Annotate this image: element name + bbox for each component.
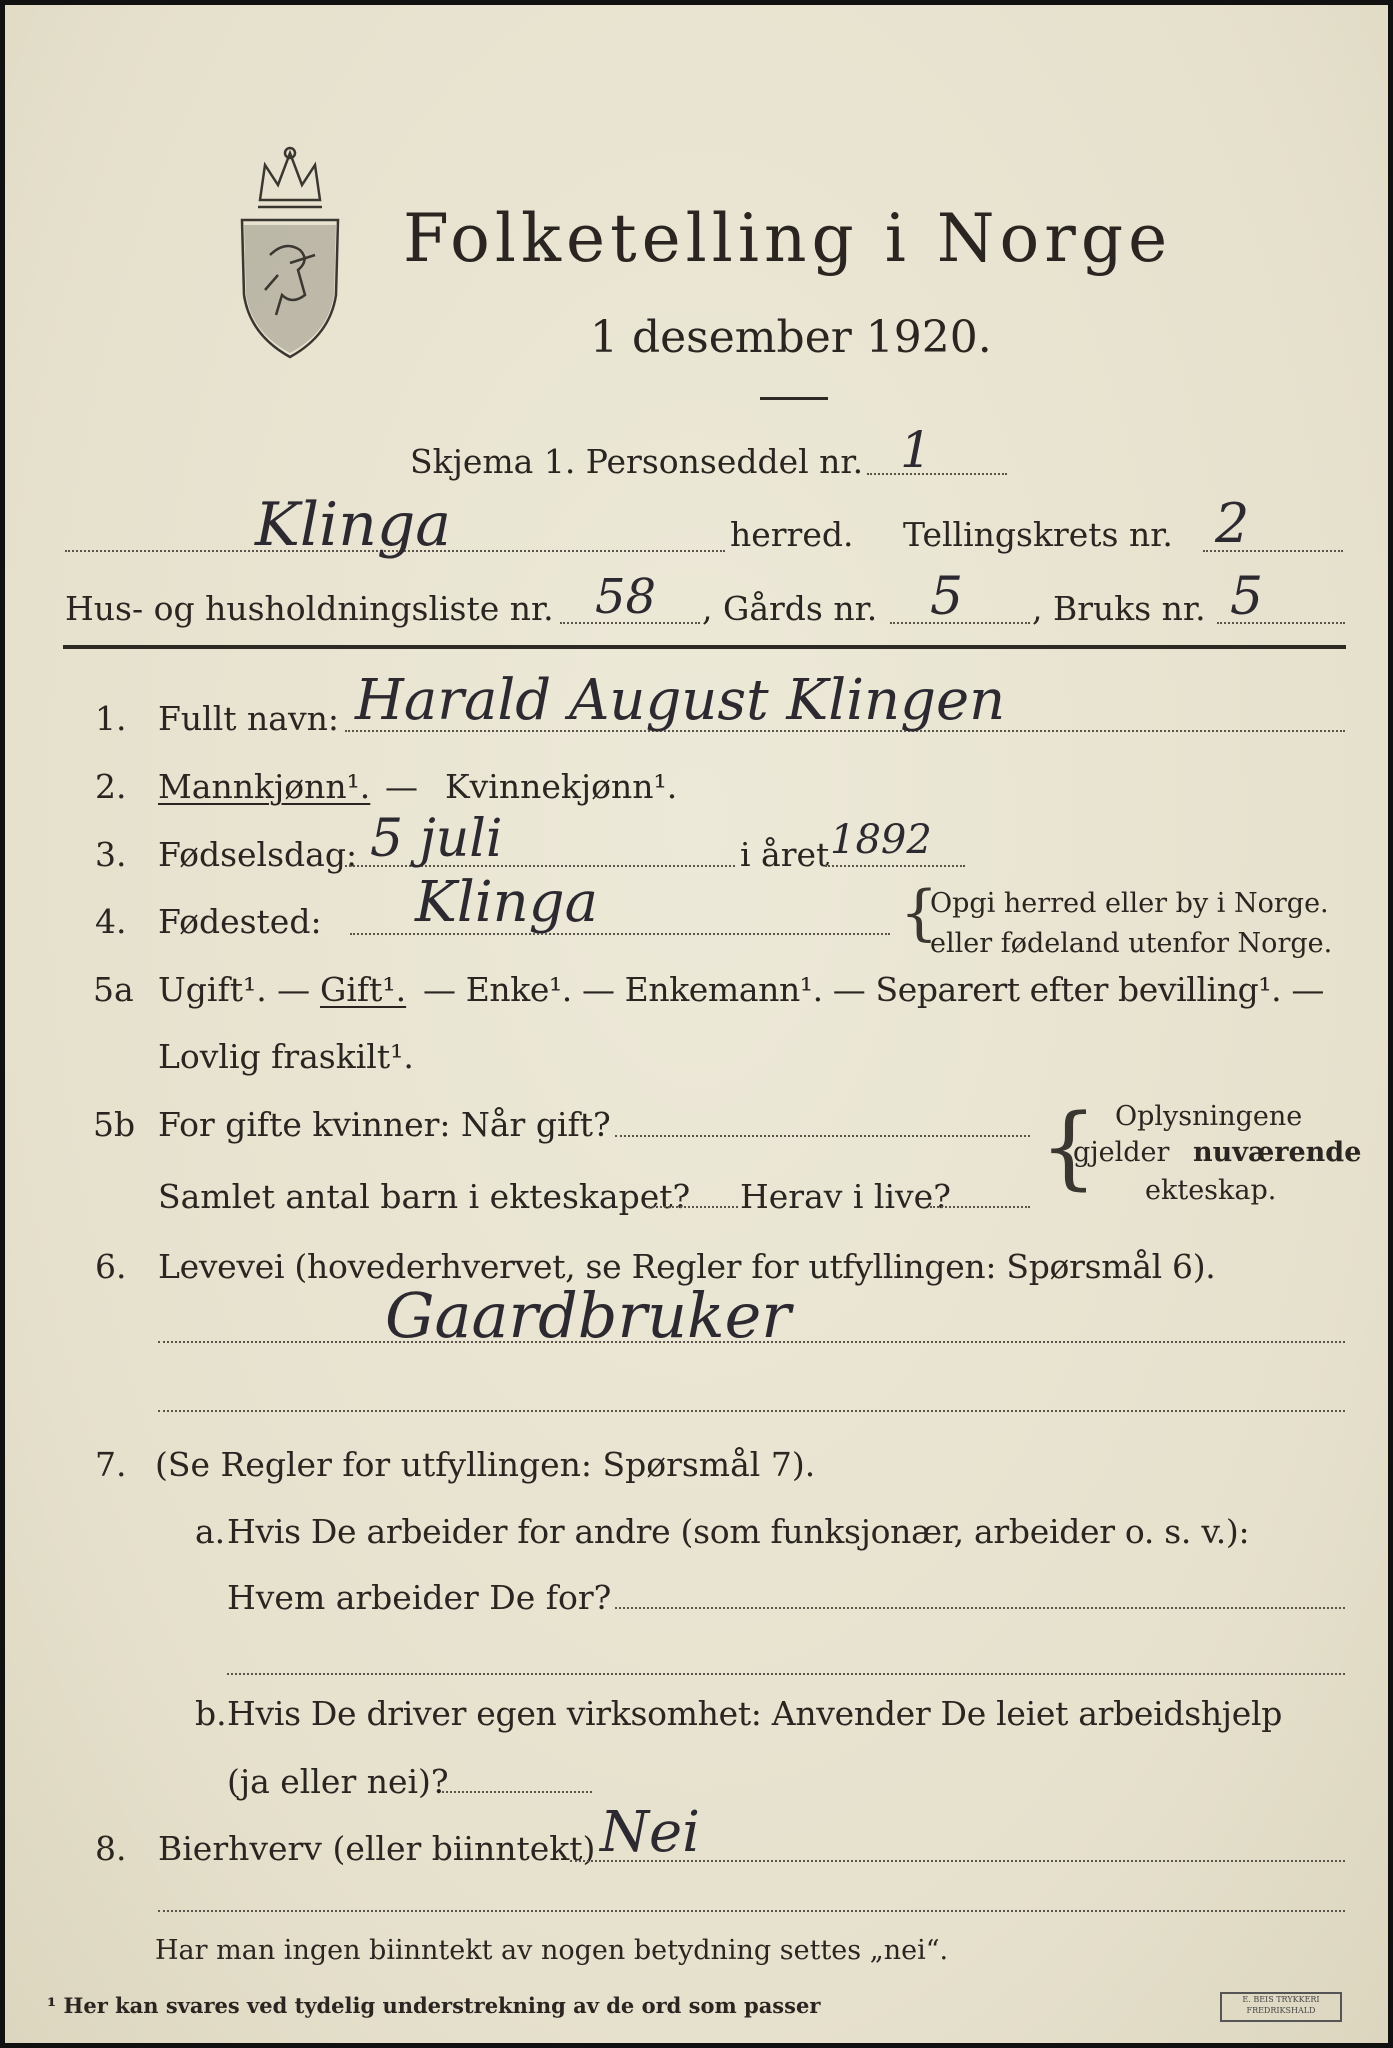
q6-answer: Gaardbruker bbox=[385, 1279, 791, 1352]
q6-number: 6. bbox=[95, 1247, 127, 1286]
q7b-field-line bbox=[442, 1791, 592, 1793]
bruks-value: 5 bbox=[1230, 567, 1264, 627]
q7a-employer-label: Hvem arbeider De for? bbox=[227, 1578, 612, 1617]
q5a-ugift-option: Ugift¹. — bbox=[158, 970, 311, 1009]
hus-value: 58 bbox=[595, 569, 657, 625]
q8-answer: Nei bbox=[600, 1800, 701, 1865]
q5b-married-label: For gifte kvinner: Når gift? bbox=[158, 1105, 611, 1144]
q6-label: Levevei (hovederhvervet, se Regler for utfyllingen: Spørsmål 6). bbox=[158, 1247, 1216, 1286]
q5b-alive-label: Herav i live? bbox=[740, 1177, 951, 1216]
q6-field-line-2 bbox=[158, 1410, 1345, 1412]
q3-answer: 5 juli bbox=[370, 809, 503, 869]
q2-male-option: Mannkjønn¹. bbox=[158, 767, 371, 806]
q3-year-line bbox=[825, 865, 965, 867]
q4-note-1: Opgi herred eller by i Norge. bbox=[930, 888, 1329, 919]
footnote: ¹ Her kan svares ved tydelig understrekning av de ord som passer bbox=[47, 1993, 821, 2018]
q5a-number: 5a bbox=[93, 970, 134, 1009]
q6-field-line-1 bbox=[158, 1341, 1345, 1343]
q2-separator: — bbox=[385, 767, 418, 806]
q7a-field-line-2 bbox=[227, 1673, 1345, 1675]
q7b-number: b. bbox=[195, 1694, 227, 1733]
q5b-note-3: ekteskap. bbox=[1145, 1175, 1277, 1206]
q5b-number: 5b bbox=[93, 1105, 136, 1144]
q5b-children-field-line bbox=[648, 1206, 738, 1208]
q5b-brace: { bbox=[1040, 1095, 1098, 1200]
q3-year: 1892 bbox=[830, 817, 932, 863]
q5b-note-2: gjelder bbox=[1073, 1137, 1170, 1168]
q7-label: (Se Regler for utfyllingen: Spørsmål 7). bbox=[155, 1445, 816, 1484]
q7b-label: Hvis De driver egen virksomhet: Anvender De leiet arbeidshjelp bbox=[227, 1694, 1283, 1733]
q7a-label: Hvis De arbeider for andre (som funksjonær, arbeider o. s. v.): bbox=[227, 1512, 1250, 1551]
q8-label: Bierhverv (eller biinntekt) bbox=[158, 1829, 596, 1868]
form-title: Folketelling i Norge bbox=[403, 200, 1173, 277]
krets-value: 2 bbox=[1215, 492, 1250, 555]
bruks-label: , Bruks nr. bbox=[1032, 589, 1206, 628]
census-date: 1 desember 1920. bbox=[590, 312, 992, 363]
q5b-note-2b: nuværende bbox=[1193, 1137, 1362, 1168]
q4-label: Fødested: bbox=[158, 902, 322, 941]
q4-answer: Klinga bbox=[415, 870, 598, 935]
krets-label: Tellingskrets nr. bbox=[903, 515, 1173, 554]
q7b-help-label: (ja eller nei)? bbox=[227, 1762, 449, 1801]
skjema-label: Skjema 1. Personseddel nr. bbox=[410, 442, 864, 481]
q4-note-2: eller fødeland utenfor Norge. bbox=[930, 928, 1333, 959]
coat-of-arms-icon bbox=[230, 145, 350, 360]
header-divider bbox=[63, 645, 1346, 649]
q5b-married-field-line bbox=[615, 1135, 1030, 1137]
q2-female-option: Kvinnekjønn¹. bbox=[445, 767, 678, 806]
q5b-alive-field-line bbox=[930, 1206, 1030, 1208]
q5a-fraskilt-option: Lovlig fraskilt¹. bbox=[158, 1037, 414, 1076]
q2-number: 2. bbox=[95, 767, 127, 806]
title-divider bbox=[760, 397, 828, 400]
skjema-field-line bbox=[867, 473, 1007, 475]
q8-field-line-2 bbox=[158, 1910, 1345, 1912]
printer-stamp: E. BEIS TRYKKERI FREDRIKSHALD bbox=[1220, 1992, 1342, 2022]
q7-number: 7. bbox=[95, 1445, 127, 1484]
q5a-other-options: — Enke¹. — Enkemann¹. — Separert efter bevilling¹. — bbox=[423, 970, 1324, 1009]
q1-label: Fullt navn: bbox=[158, 699, 339, 738]
herred-value: Klinga bbox=[255, 490, 452, 560]
q7a-field-line-1 bbox=[615, 1607, 1345, 1609]
q1-answer: Harald August Klingen bbox=[355, 668, 1006, 733]
q1-number: 1. bbox=[95, 699, 127, 738]
q8-number: 8. bbox=[95, 1829, 127, 1868]
q3-number: 3. bbox=[95, 835, 127, 874]
footer-note: Har man ingen biinntekt av nogen betydning settes „nei“. bbox=[155, 1935, 949, 1966]
q5a-gift-option: Gift¹. bbox=[320, 970, 407, 1009]
gards-label: , Gårds nr. bbox=[702, 589, 878, 628]
hus-label: Hus- og husholdningsliste nr. bbox=[65, 589, 554, 628]
q3-year-label: i året bbox=[740, 835, 830, 874]
q3-label: Fødselsdag: bbox=[158, 835, 358, 874]
q4-brace: { bbox=[900, 878, 939, 948]
q5b-children-label: Samlet antal barn i ekteskapet? bbox=[158, 1177, 691, 1216]
skjema-value: 1 bbox=[900, 421, 932, 479]
q4-number: 4. bbox=[95, 902, 127, 941]
herred-label: herred. bbox=[730, 515, 854, 554]
q7a-number: a. bbox=[195, 1512, 226, 1551]
q5b-note-1: Oplysningene bbox=[1115, 1101, 1303, 1132]
gards-value: 5 bbox=[930, 567, 964, 627]
